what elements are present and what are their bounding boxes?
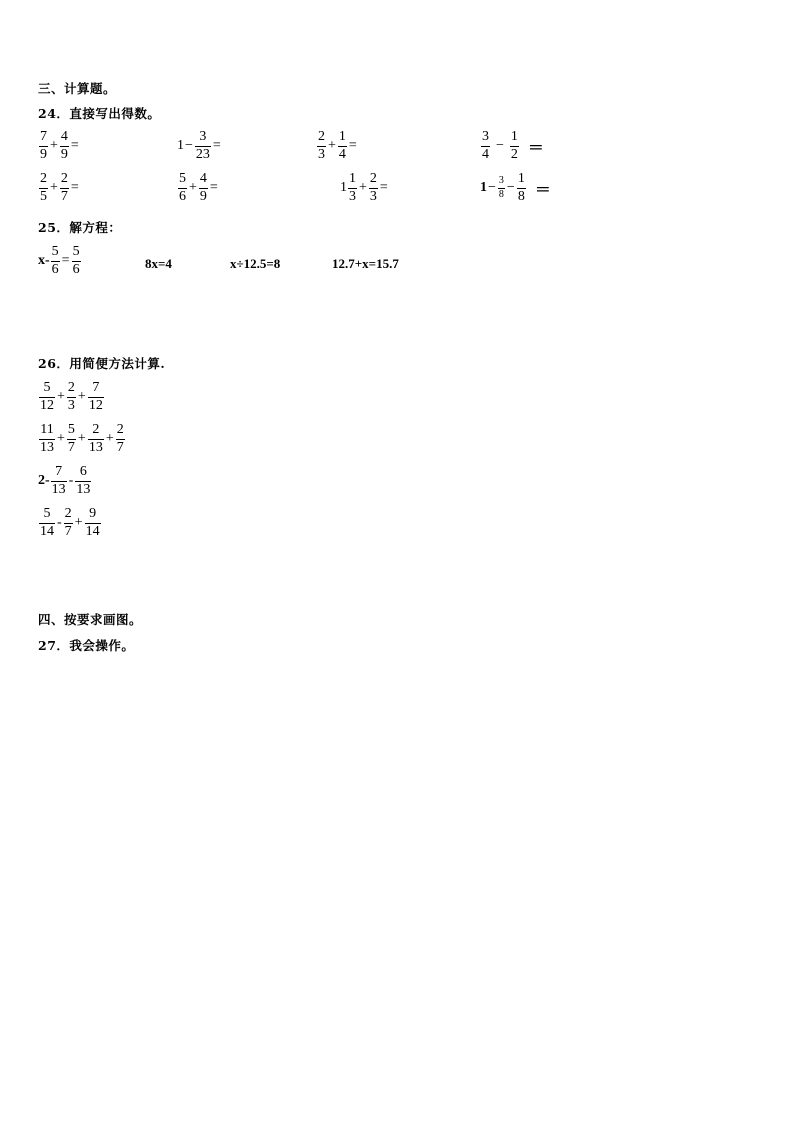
q24-expr-4: $\frac{3}{4}$ − $\frac{1}{2}$ ＝ xyxy=(482,129,544,162)
q24-expr-2: 1 − $\frac{3}{23}$ = xyxy=(177,129,221,162)
q24-expr-3: $\frac{2}{3}$ + $\frac{1}{4}$ = xyxy=(318,129,357,162)
fraction: $\frac{2}{3}$ xyxy=(67,380,75,413)
fraction: $\frac{6}{13}$ xyxy=(76,464,91,497)
fraction: $\frac{3}{23}$ xyxy=(195,129,210,162)
fraction: $\frac{3}{4}$ xyxy=(482,129,489,162)
q24-expr-1: $\frac{7}{9}$ + $\frac{4}{9}$ = xyxy=(40,129,79,162)
q26-expr-4: $\frac{5}{14}$ - $\frac{2}{7}$ + $\frac{9}{14}$ xyxy=(40,506,100,539)
q26-expr-3: 2- $\frac{7}{13}$ - $\frac{6}{13}$ xyxy=(38,464,91,497)
q26-expr-1: $\frac{5}{12}$ + $\frac{2}{3}$ + $\frac{7}{12}$ xyxy=(40,380,103,413)
fraction: $\frac{5}{14}$ xyxy=(40,506,54,539)
fraction: $\frac{4}{9}$ xyxy=(60,129,68,162)
section-title-calculation: 三、计算题。 xyxy=(38,81,117,96)
fraction: $\frac{5}{7}$ xyxy=(67,422,75,455)
fraction: $\frac{7}{13}$ xyxy=(51,464,66,497)
q24-expr-5: $\frac{2}{5}$ + $\frac{2}{7}$ = xyxy=(40,171,79,204)
fraction: $\frac{5}{6}$ xyxy=(72,244,80,277)
fraction: $\frac{1}{2}$ xyxy=(510,129,518,162)
fraction: $\frac{11}{13}$ xyxy=(40,422,54,455)
q24-expr-8: 1 − $\frac{3}{8}$ − $\frac{1}{8}$ ＝ xyxy=(480,171,551,204)
fraction: $\frac{2}{7}$ xyxy=(60,171,68,204)
question-27-title: 27．我会操作。 xyxy=(38,638,135,653)
fraction: $\frac{2}{3}$ xyxy=(369,171,377,204)
fraction: $\frac{2}{3}$ xyxy=(318,129,325,162)
fraction: $\frac{3}{8}$ xyxy=(498,175,504,200)
q25-equation-3: x÷12.5=8 xyxy=(230,256,281,271)
fraction: $\frac{1}{8}$ xyxy=(517,171,525,204)
fraction: $\frac{7}{12}$ xyxy=(88,380,103,413)
question-26-title: 26．用简便方法计算. xyxy=(38,356,166,371)
fraction: $\frac{5}{6}$ xyxy=(51,244,59,277)
fraction: $\frac{7}{9}$ xyxy=(40,129,47,162)
section-title-drawing: 四、按要求画图。 xyxy=(38,612,143,627)
fraction: $\frac{1}{4}$ xyxy=(338,129,346,162)
fraction: $\frac{2}{7}$ xyxy=(64,506,72,539)
fraction: $\frac{2}{13}$ xyxy=(88,422,103,455)
q26-expr-2: $\frac{11}{13}$ + $\frac{5}{7}$ + $\frac{2}{13}$ + $\frac{2}{7}$ xyxy=(40,422,124,455)
fraction: $\frac{2}{7}$ xyxy=(116,422,124,455)
fraction: $\frac{9}{14}$ xyxy=(85,506,100,539)
fraction: $\frac{5}{12}$ xyxy=(40,380,54,413)
question-25-title: 25．解方程： xyxy=(38,220,122,235)
q25-equation-4: 12.7+x=15.7 xyxy=(332,256,399,271)
q25-equation-2: 8x=4 xyxy=(145,256,172,271)
fraction: $\frac{2}{5}$ xyxy=(40,171,47,204)
q25-equation-1: x- $\frac{5}{6}$ = $\frac{5}{6}$ xyxy=(38,244,80,277)
fraction: $\frac{5}{6}$ xyxy=(179,171,186,204)
q24-expr-6: $\frac{5}{6}$ + $\frac{4}{9}$ = xyxy=(179,171,218,204)
q24-expr-7: 1 $\frac{1}{3}$ + $\frac{2}{3}$ = xyxy=(340,171,388,204)
question-24-title: 24．直接写出得数。 xyxy=(38,106,161,121)
fraction: $\frac{1}{3}$ xyxy=(349,171,356,204)
fraction: $\frac{4}{9}$ xyxy=(199,171,207,204)
